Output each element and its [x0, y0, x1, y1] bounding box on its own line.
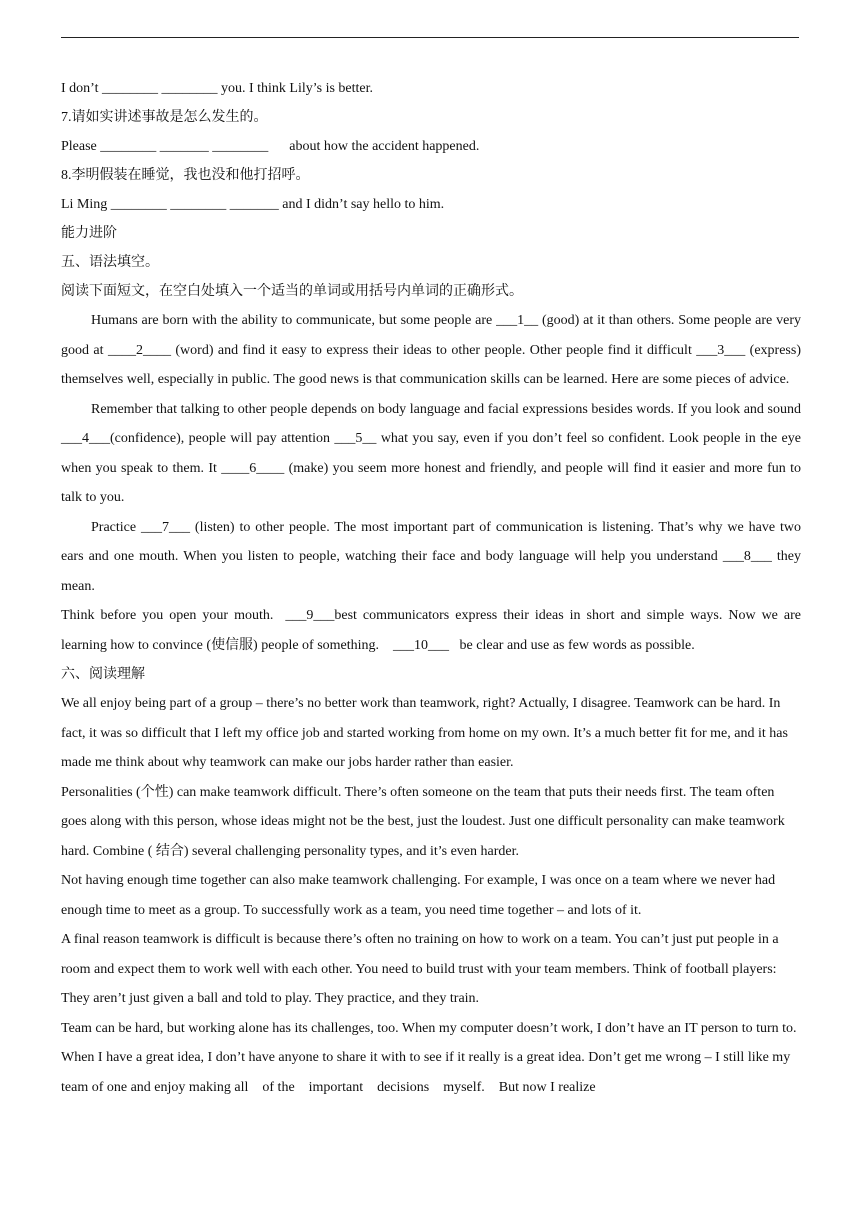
reading-paragraph-2: Personalities (个性) can make teamwork difficult. There’s often someone on the team that puts their needs first. The team often goes along with this person, whose ideas might not be the best, just the loudest. Just one difficult personality can make teamwork hard. Combine ( 结合) several challenging personality types, and it’s even harder. — [61, 784, 785, 859]
section-heading: 能力进阶 — [61, 226, 117, 241]
translation-line-1: I don’t ________ ________ you. I think Lily’s is better. — [61, 81, 374, 96]
reading-paragraph-1: We all enjoy being part of a group – there’s no better work than teamwork, right? Actually, I disagree. Teamwork can be hard. In fact, it was so difficult that I left my office job and started working from home on my own. It’s a much better fit for me, and it has made me think about why teamwork can make our jobs harder rather than easier. — [61, 696, 788, 770]
translation-line-3: Li Ming ________ ________ _______ and I didn’t say hello to him. — [61, 197, 445, 212]
header-rule — [61, 37, 799, 38]
cloze-paragraph-4: Think before you open your mouth. ___9___best communicators express their ideas in short and simple ways. Now we are learning how to convince (使信服) people of something. ___10___ be clear and use as few words as possible. — [61, 608, 805, 653]
reading-paragraph-5: Team can be hard, but working alone has its challenges, too. When my computer doesn’t work, I don’t have an IT person to turn to. When I have a great idea, I don’t have anyone to share it with to see if it really is a great idea. Don’t get me wrong – I still like my team of one and enjoy making all of the important decisions myself. But now I realize — [61, 1020, 800, 1095]
section-five-title: 五、语法填空。 — [61, 255, 159, 270]
translation-line-2: Please ________ _______ ________ about how the accident happened. — [61, 139, 480, 154]
question-8: 8.李明假装在睡觉，我也没和他打招呼。 — [61, 168, 310, 183]
reading-paragraph-3: Not having enough time together can also make teamwork challenging. For example, I was once on a team where we never had enough time to meet as a group. To successfully work as a team, you need time together – and lots of it. — [61, 873, 776, 918]
cloze-paragraph-3: Practice ___7___ (listen) to other people. The most important part of communication is listening. That’s why we have two ears and one mouth. When you listen to people, watching their face and body language will help you understand ___8___ they mean. — [61, 519, 801, 594]
section-five-instruction: 阅读下面短文，在空白处填入一个适当的单词或用括号内单词的正确形式。 — [61, 284, 523, 299]
question-7: 7.请如实讲述事故是怎么发生的。 — [61, 110, 268, 125]
reading-paragraph-4: A final reason teamwork is difficult is because there’s often no training on how to work on a team. You can’t just put people in a room and expect them to work well with each other. You need to build trust with your team members. Think of football players: They aren’t just given a ball and told to play. They practice, and they train. — [61, 932, 779, 1006]
cloze-paragraph-1: Humans are born with the ability to communicate, but some people are ___1__ (good) at it than others. Some people are very good at ____2____ (word) and find it easy to express their ideas to other people. Other people find it difficult ___3___ (express) themselves well, especially in public. The good news is that communication skills can be learned. Here are some pieces of advice. — [61, 313, 801, 387]
document-page — [61, 74, 805, 1102]
section-six-title: 六、阅读理解 — [61, 667, 145, 682]
cloze-paragraph-2: Remember that talking to other people depends on body language and facial expressions besides words. If you look and sound ___4___(confidence), people will pay attention ___5__ what you say, even if you don’t feel so confident. Look people in the eye when you speak to them. It ____6____ (make) you seem more honest and friendly, and people will find it easier and more fun to talk to you. — [61, 401, 801, 505]
